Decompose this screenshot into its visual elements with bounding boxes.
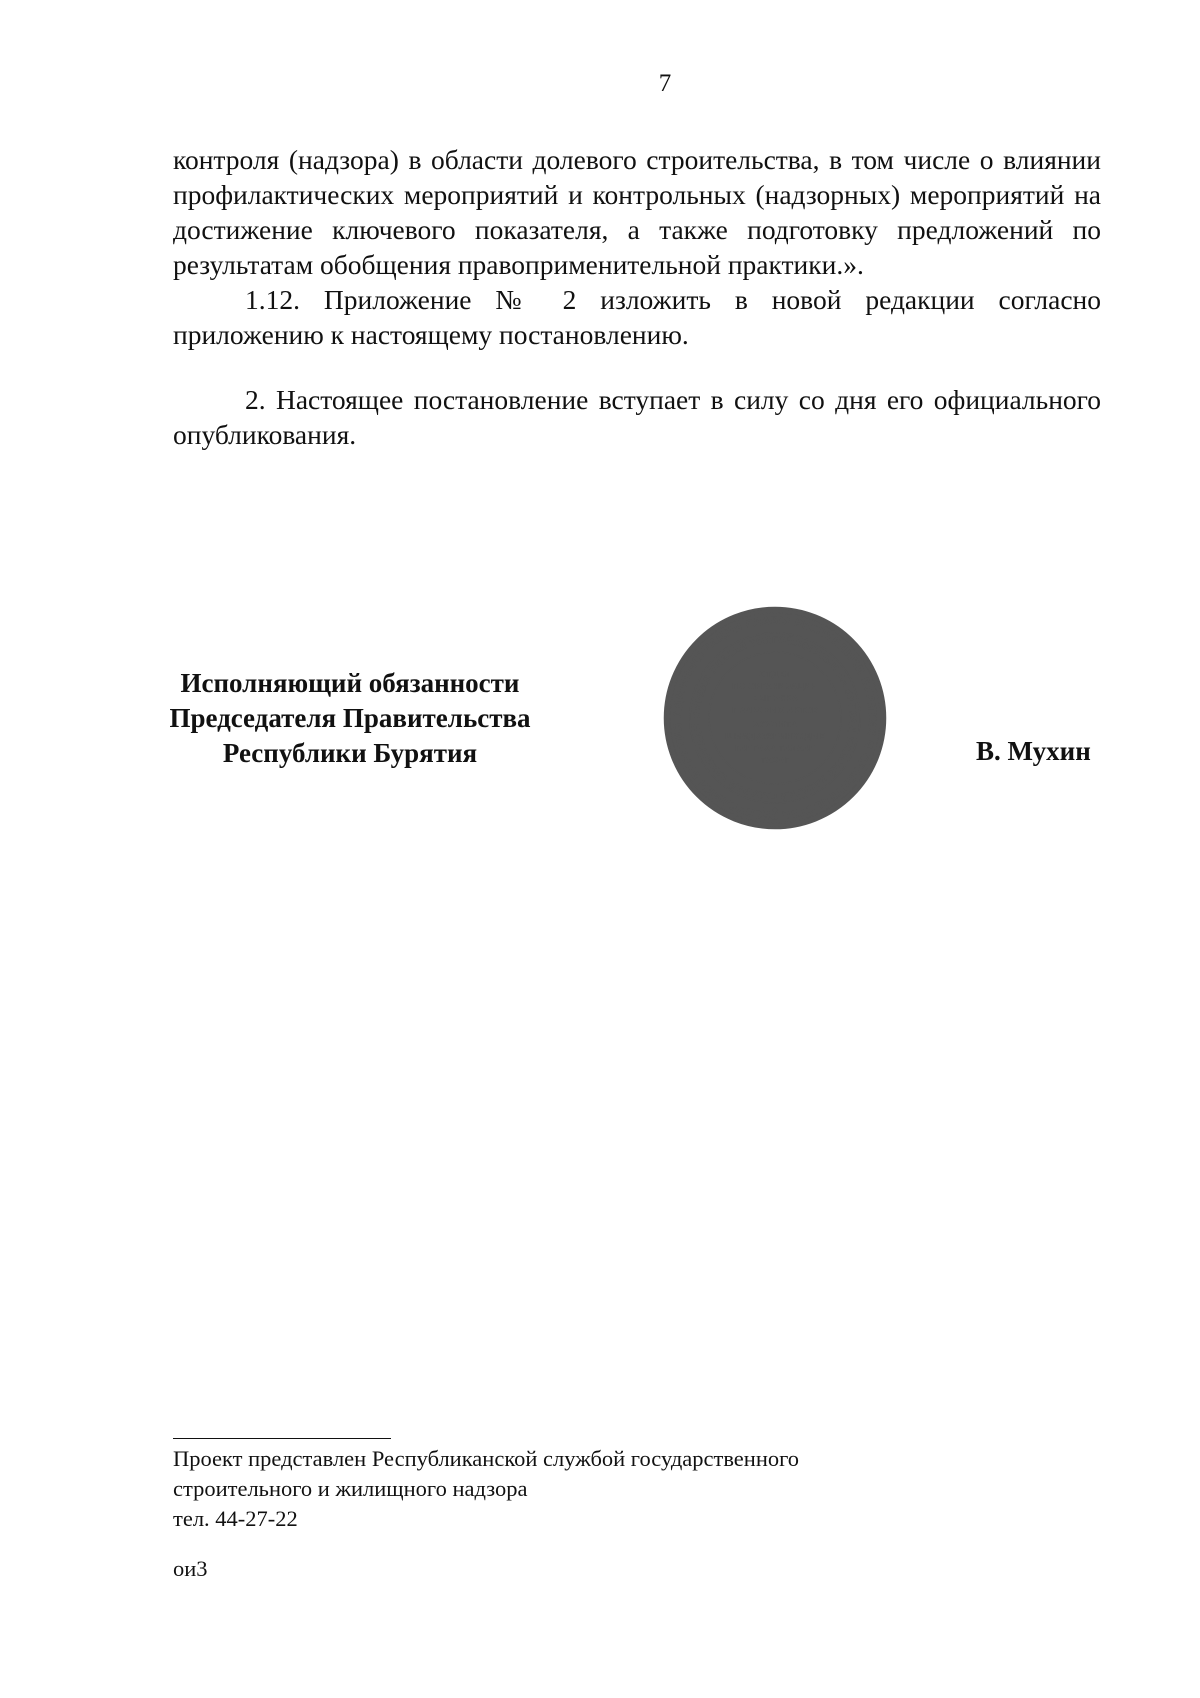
seal-center-line: ШИИДХЭЭРИНҮҮДЫЕ [724, 732, 826, 741]
footnote [173, 1444, 799, 1534]
seal-center-line: ПРАВОВЫХ АКТОВ [731, 706, 819, 715]
footnote-phone: тел. 44-27-22 [173, 1506, 298, 1531]
seal-outer-text: АДМИНИСТРАЦИЯ ГЛАВЫ РЕСПУБЛИКИ БУРЯТИЯ И ПРАВИТЕЛЬСТВА РЕСПУБЛИКИ БУРЯТИЯ [671, 614, 879, 822]
seal-center-line: ВЫПУСКА [752, 694, 798, 703]
document-code: ои3 [173, 1556, 208, 1581]
seal-star-icon [773, 808, 778, 813]
paragraph-item-2: 2. Настоящее постановление вступает в силу со дня его официального опубликования. [173, 384, 1101, 450]
seal-star-icon [762, 808, 765, 811]
seal-center-line: ХУУЛИТА [753, 720, 797, 729]
signatory-title-line: Республики Бурятия [222, 738, 478, 768]
seal-center-line: ТАХАГ [760, 756, 790, 765]
paragraph-item-1-12: 1.12. Приложение № 2 изложить в новой редакции согласно приложению к настоящему постановлению. [173, 284, 1101, 350]
signatory-name: В. Мухин [976, 736, 1091, 766]
official-seal [662, 605, 888, 831]
paragraph-continuation: контроля (надзора) в области долевого строительства, в том числе о влиянии профилактических мероприятий и контрольных (надзорных) мероприятий на достижение ключевого показателя, а также подготовку предложений по результатам обобщения правоприменительной практики.». [173, 144, 1101, 280]
seal-star-icon [786, 808, 789, 811]
signatory-title [150, 666, 550, 771]
page-number: 7 [658, 70, 672, 97]
seal-center-line: ГАРГАХА ТАЛААР [734, 744, 816, 753]
signatory-title-line: Председателя Правительства [169, 703, 531, 733]
document-body [173, 142, 1101, 452]
seal-center-line: ПО ОРГАНИЗАЦИИ [731, 682, 819, 691]
footnote-line: строительного и жилищного надзора [173, 1476, 528, 1501]
footnote-divider [173, 1438, 391, 1439]
signatory-title-line: Исполняющий обязанности [180, 668, 520, 698]
seal-center-line: ОТДЕЛ [759, 670, 791, 679]
seal-inner-text: БУРЯАД УЛАСАЙ ТОЛГОЙЛОГШЫН БА БУРЯАД УЛАСАЙ ЗАСАГАЙ ГАЗАРАЙ ЗАХИРГААН [692, 635, 858, 801]
footnote-line: Проект представлен Республиканской службой государственного [173, 1446, 800, 1471]
